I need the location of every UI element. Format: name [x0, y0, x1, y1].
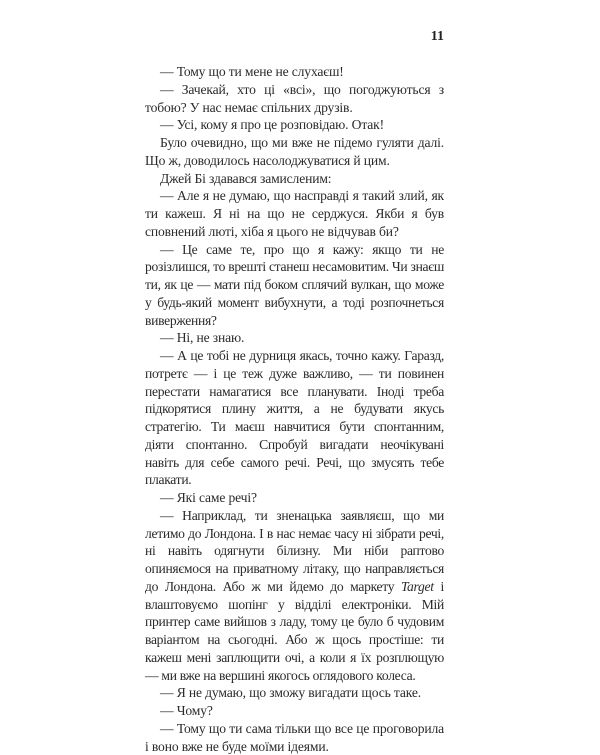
paragraph: — Які саме речі? [160, 490, 257, 505]
paragraph: Джей Бі здавався замисленим: [160, 170, 332, 186]
paragraph: — Але я не думаю, що насправді я такий злий, як ти кажеш. Я ні на що не серджуся. Якби я був сповнений люті, хіба я цього не відчував би? [145, 188, 444, 239]
paragraph: — Ні, не знаю. [160, 330, 245, 346]
paragraph: — Тому що ти мене не слухаєш! [160, 64, 344, 79]
paragraph: Було очевидно, що ми вже не підемо гуляти далі. Що ж, доводилось насолоджуватися й цим. [145, 135, 444, 168]
paragraph: — Тому що ти сама тільки що все це проговорила і воно вже не буде моїми ідеями. [145, 720, 444, 754]
paragraph: — Це саме те, про що я кажу: якщо ти не розізлишся, то врешті станеш несамовитим. Чи знаєш ти, як це — мати під боком сплячий вулкан, що може у будь-який момент вибухнути, а тоді розпочнеться виверження? [145, 241, 444, 328]
paragraph: — Я не думаю, що зможу вигадати щось таке. [160, 685, 421, 701]
paragraph: — Чому? [160, 703, 213, 718]
brand-name: Target [401, 578, 434, 594]
body-text [145, 63, 444, 755]
paragraph: — А це тобі не дурниця якась, точно кажу. Гаразд, потретє — і це теж дуже важливо, — ти повинен перестати намагатися все планувати. Іноді треба підкорятися плину життя, а не будувати якусь стратегію. Ти маєш навчитися бути спонтанним, діяти спонтанно. Спробуй вигадати неочікувані навіть для себе самого речі. Речі, що змусять тебе плакати. [145, 348, 444, 488]
paragraph: — Усі, кому я про це розповідаю. Отак! [160, 117, 384, 133]
paragraph: — Наприклад, ти зненацька заявляєш, що ми летимо до Лондона. І в нас немає часу ні зібрати речі, ні навіть одягнути білизну. Ми ніби раптово опиняємося на приватному літаку, що направляється до Лондона. Або ж ми йдемо до маркету Target і влаштовуємо шопінг у відділі електроніки. Мій принтер саме вийшов з ладу, тому це було б чудовим варіантом на сьогодні. Або ж щось простіше: ти кажеш мені заплющити очі, а коли я їх розплющую — ми вже на вершині якогось оглядового колеса. [145, 507, 444, 683]
page-number: 11 [430, 29, 444, 44]
paragraph: — Зачекай, хто ці «всі», що погоджуються з тобою? У нас немає спільних друзів. [145, 81, 444, 115]
